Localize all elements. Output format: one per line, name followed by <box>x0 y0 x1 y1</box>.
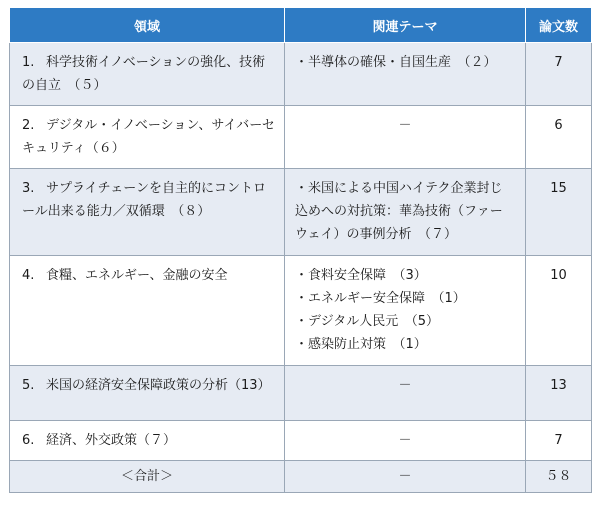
total-row <box>10 461 592 493</box>
area-cell <box>10 421 285 461</box>
topic-item: ・米国による中国ハイテク企業封じ込めへの対抗策：華為技術（ファーウェイ）の事例分析 （７） <box>295 181 503 242</box>
table-row <box>10 421 592 461</box>
topic-item: ・半導体の確保・自国生産 （２） <box>295 55 497 70</box>
topics-cell <box>285 366 526 421</box>
topic-item: － <box>398 118 412 133</box>
topics-cell <box>285 256 526 366</box>
header-topics: 関連テーマ <box>285 8 526 43</box>
area-cell <box>10 256 285 366</box>
topic-item: ・エネルギー安全保障 （1） <box>295 291 466 306</box>
count-cell: 10 <box>526 256 592 366</box>
total-count: ５８ <box>526 461 592 493</box>
total-topics: － <box>285 461 526 493</box>
table-row <box>10 169 592 256</box>
table-row <box>10 256 592 366</box>
area-cell <box>10 169 285 256</box>
area-text: 経済、外交政策（７） <box>46 433 177 448</box>
area-cell <box>10 366 285 421</box>
count-cell: 15 <box>526 169 592 256</box>
table-row <box>10 366 592 421</box>
row-number: 6. <box>22 433 35 448</box>
area-text: デジタル・イノベーション、サイバーセキュリティ（６） <box>22 118 275 156</box>
topic-item: ・食料安全保障 （3） <box>295 268 427 283</box>
topic-item: － <box>398 433 412 448</box>
area-cell <box>10 43 285 106</box>
header-row <box>10 8 592 43</box>
area-text: 米国の経済安全保障政策の分析（13） <box>46 378 271 393</box>
topic-item: ・デジタル人民元 （5） <box>295 314 439 329</box>
topic-item: ・感染防止対策 （1） <box>295 337 427 352</box>
paper-count-table-container <box>9 7 591 493</box>
table-row <box>10 43 592 106</box>
count-cell: 7 <box>526 421 592 461</box>
total-label: ＜合計＞ <box>10 461 285 493</box>
topics-cell <box>285 106 526 169</box>
topic-item: － <box>398 378 412 393</box>
row-number: 4. <box>22 268 35 283</box>
row-number: 1. <box>22 55 35 70</box>
paper-count-table <box>9 7 592 493</box>
count-cell: 13 <box>526 366 592 421</box>
row-number: 3. <box>22 181 35 196</box>
header-count: 論文数 <box>526 8 592 43</box>
area-cell <box>10 106 285 169</box>
count-cell: 6 <box>526 106 592 169</box>
area-text: 科学技術イノベーションの強化、技術の自立 （５） <box>22 55 266 93</box>
area-text: サプライチェーンを自主的にコントロール出来る能力／双循環 （８） <box>22 181 266 219</box>
row-number: 5. <box>22 378 35 393</box>
header-area: 領域 <box>10 8 285 43</box>
area-text: 食糧、エネルギー、金融の安全 <box>46 268 228 283</box>
topics-cell <box>285 421 526 461</box>
topics-cell <box>285 43 526 106</box>
row-number: 2. <box>22 118 35 133</box>
count-cell: 7 <box>526 43 592 106</box>
topics-cell <box>285 169 526 256</box>
table-row <box>10 106 592 169</box>
